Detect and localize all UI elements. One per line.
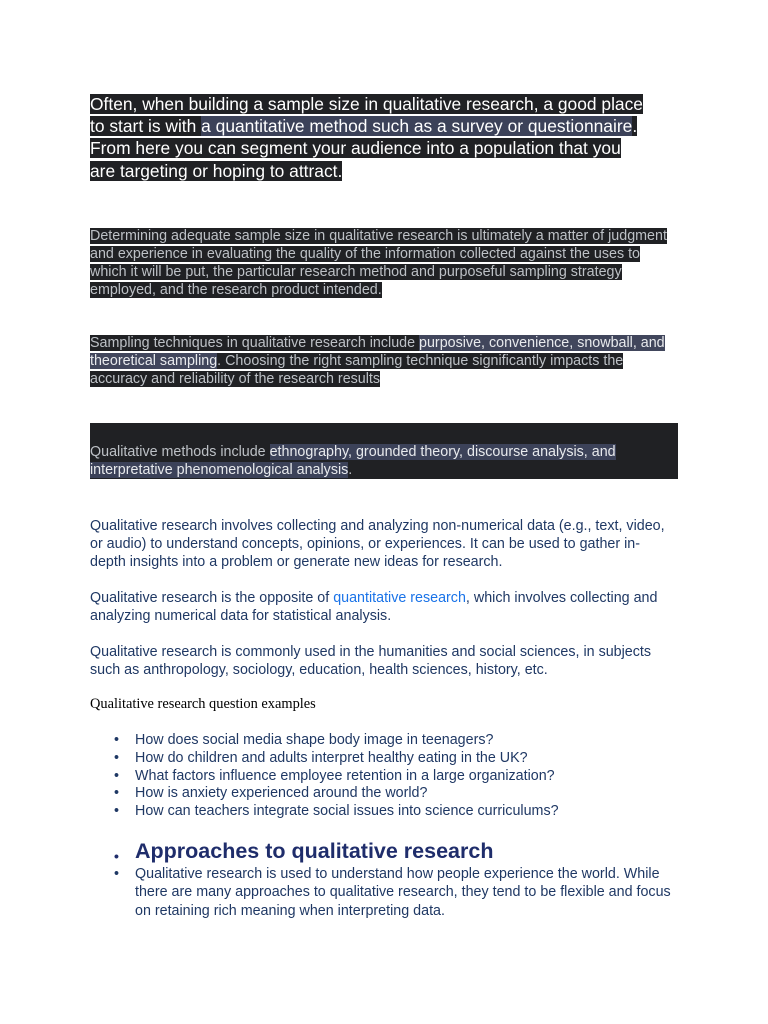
bullet-icon: • xyxy=(114,848,119,864)
text-run: Sampling techniques in qualitative research include xyxy=(90,335,420,351)
paragraph-sample-size-judgment xyxy=(90,227,680,299)
bullet-icon: • xyxy=(114,803,120,820)
bullet-icon: • xyxy=(114,749,120,766)
list-item-text: How does social media shape body image in teenagers? xyxy=(135,732,494,748)
heading-text: Approaches to qualitative research xyxy=(135,839,494,863)
quantitative-research-link[interactable]: quantitative research xyxy=(333,590,466,606)
selected-text: a quantitative method such as a survey or questionnaire xyxy=(201,116,633,137)
list-item xyxy=(90,732,650,750)
paragraph-qualitative-methods xyxy=(90,443,665,479)
paragraph-sample-size-intro xyxy=(90,93,650,182)
text-run: . From here you can segment your audience into a population that you are targeting or hoping to attract. xyxy=(90,116,638,181)
bullet-icon: • xyxy=(114,785,120,802)
list-item xyxy=(90,768,650,786)
text-run: . xyxy=(348,462,353,478)
paragraph-sampling-techniques xyxy=(90,334,680,388)
bullet-icon: • xyxy=(114,866,120,882)
list-item xyxy=(90,865,680,920)
list-item xyxy=(90,803,650,821)
text-run: Often, when building a sample size in qualitative research, a good place to start is with xyxy=(90,94,643,137)
list-item-text: What factors influence employee retention in a large organization? xyxy=(135,767,555,784)
question-list xyxy=(90,732,650,821)
list-item-text: How is anxiety experienced around the world? xyxy=(135,785,428,802)
section-subheading: Qualitative research question examples xyxy=(90,696,316,712)
paragraph-usage: Qualitative research is commonly used in the humanities and social sciences, in subjects such as anthropology, sociology, education, health sciences, history, etc. xyxy=(90,644,652,678)
paragraph-opposite xyxy=(90,589,680,625)
text-run: Qualitative research is the opposite of xyxy=(90,590,334,606)
list-item-text: Qualitative research is used to understand how people experience the world. While there are many approaches to qualitative research, they tend to be flexible and focus on retaining rich meaning when interpreting data. xyxy=(135,866,671,919)
list-item xyxy=(90,785,650,803)
list-item-text: How can teachers integrate social issues into science curriculums? xyxy=(135,803,559,820)
approaches-heading xyxy=(90,837,690,865)
text-run: Qualitative methods include xyxy=(90,444,270,460)
bullet-icon: • xyxy=(114,732,120,748)
highlighted-text xyxy=(90,94,643,181)
highlighted-text xyxy=(90,335,665,387)
list-item xyxy=(90,750,650,768)
text-run: , which involves collecting and analyzing numerical data for statistical analysis. xyxy=(90,590,658,624)
selected-text: ethnography, grounded theory, discourse analysis, and interpretative phenomenological analysis xyxy=(90,444,616,478)
approaches-list xyxy=(90,837,690,920)
list-item-text: How do children and adults interpret healthy eating in the UK? xyxy=(135,749,528,766)
text-run: . Choosing the right sampling technique significantly impacts the accuracy and reliability of the research results xyxy=(90,353,624,387)
bullet-icon: • xyxy=(114,767,120,784)
paragraph-definition: Qualitative research involves collecting and analyzing non-numerical data (e.g., text, video, or audio) to understand concepts, opinions, or experiences. It can be used to gather in-depth insights into a problem or generate new ideas for research. xyxy=(90,518,665,570)
highlighted-text: Determining adequate sample size in qualitative research is ultimately a matter of judgment and experience in evaluating the quality of the information collected against the uses to which it will be put, the particular research method and purposeful sampling strategy employed, and the research product intended. xyxy=(90,228,667,298)
selected-text: purposive, convenience, snowball, and theoretical sampling xyxy=(90,335,665,369)
